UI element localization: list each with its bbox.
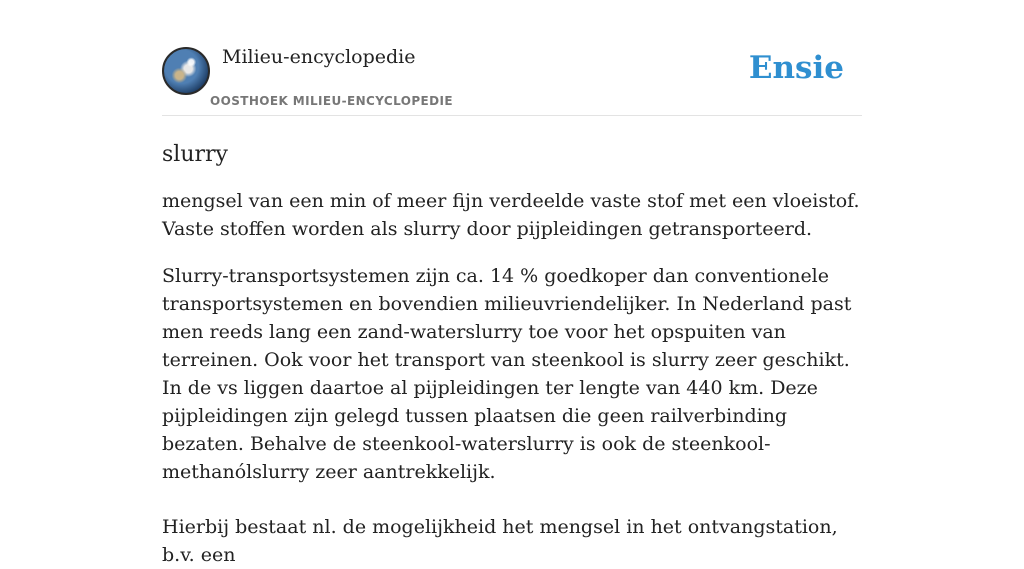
earth-globe-icon[interactable] <box>162 47 210 95</box>
site-title[interactable]: Milieu-encyclopedie <box>222 46 416 68</box>
page-container <box>162 0 862 569</box>
site-subtitle: OOSTHOEK MILIEU-ENCYCLOPEDIE <box>210 94 453 108</box>
brand-logo[interactable]: Ensie <box>748 50 844 86</box>
term-title: slurry <box>162 142 228 167</box>
body-paragraph-continued: Hierbij bestaat nl. de mogelijkheid het mengsel in het ontvangstation, b.v. een <box>162 516 838 566</box>
site-header <box>162 0 862 116</box>
article-content <box>162 187 862 569</box>
definition-paragraph: mengsel van een min of meer fijn verdeelde vaste stof met een vloeistof. Vaste stoffen worden als slurry door pijpleidingen getransporteerd. <box>162 190 860 240</box>
body-paragraph: Slurry-transportsystemen zijn ca. 14 % goedkoper dan conventionele transportsystemen en bovendien milieuvriendelijker. In Nederland past men reeds lang een zand-waterslurry toe voor het opspuiten van terreinen. Ook voor het transport van steenkool is slurry zeer geschikt. In de vs liggen daartoe al pijpleidingen ter lengte van 440 km. Deze pijpleidingen zijn gelegd tussen plaatsen die geen railverbinding bezaten. Behalve de steenkool-waterslurry is ook de steenkool-methanólslurry zeer aantrekkelijk. <box>162 265 852 483</box>
